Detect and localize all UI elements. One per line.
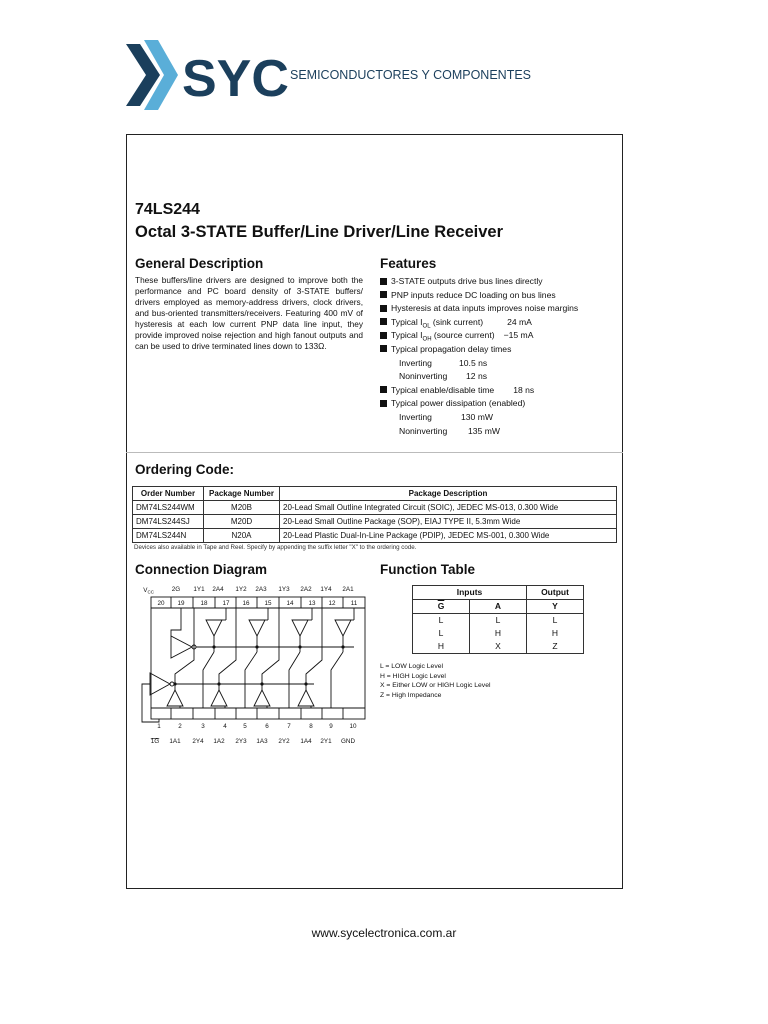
column-header: Package Number bbox=[204, 487, 280, 501]
general-description-text: These buffers/line drivers are designed to improve both the performance and PC board density of 3-STATE buffers/ drivers employed as memory-address drivers, clock drivers, and bus-oriented transmitters/receivers. Featuring 400 mV of hysteresis at each low current PNP data line input, they provide improved noise rejection and high fanout outputs and can be used to drive terminated lines down to 133Ω. bbox=[135, 275, 363, 351]
table-row: DM74LS244SJ M20D 20-Lead Small Outline Package (SOP), EIAJ TYPE II, 5.3mm Wide bbox=[133, 515, 617, 529]
pin-number: 18 bbox=[200, 600, 208, 607]
top-label: 1Y2 bbox=[235, 586, 247, 593]
bottom-label: 1G bbox=[150, 738, 160, 745]
buffer-group-1 bbox=[167, 690, 314, 706]
pin-number: 11 bbox=[350, 600, 358, 607]
logo-brand: SYC bbox=[182, 50, 289, 108]
feature-subitem: Inverting 10.5 ns bbox=[399, 357, 488, 368]
pin-number: 6 bbox=[265, 723, 269, 730]
feature-subitem: Noninverting 135 mW bbox=[399, 425, 500, 436]
pin-number: 19 bbox=[177, 600, 185, 607]
junction-dots bbox=[173, 645, 344, 685]
table-row: DM74LS244N N20A 20-Lead Plastic Dual-In-Line Package (PDIP), JEDEC MS-001, 0.300 Wide bbox=[133, 529, 617, 543]
pin-number: 10 bbox=[349, 723, 357, 730]
ic-package-outline bbox=[151, 597, 365, 719]
enable-buffer-1g bbox=[150, 673, 170, 695]
pin-number: 8 bbox=[309, 723, 313, 730]
feature-subitem: Inverting 130 mW bbox=[399, 411, 493, 422]
feature-item: Typical power dissipation (enabled) bbox=[380, 397, 578, 411]
feature-item: Typical $I_{OH}$ (source current) −15 mA bbox=[380, 329, 578, 343]
bullet-icon bbox=[380, 305, 387, 312]
pin-number: 4 bbox=[223, 723, 227, 730]
connection-diagram-heading: Connection Diagram bbox=[135, 562, 268, 577]
bullet-icon bbox=[380, 318, 387, 325]
feature-item: Typical enable/disable time 18 ns bbox=[380, 384, 578, 398]
pin-number: 20 bbox=[157, 600, 165, 607]
pin-number: 17 bbox=[222, 600, 230, 607]
pin-number: 7 bbox=[287, 723, 291, 730]
output-header: Output bbox=[527, 586, 584, 600]
pin-number: 5 bbox=[243, 723, 247, 730]
top-label: 2A2 bbox=[300, 586, 312, 593]
table-row: DM74LS244WM M20B 20-Lead Small Outline Integrated Circuit (SOIC), JEDEC MS-013, 0.300 Wide bbox=[133, 501, 617, 515]
pin-number: 15 bbox=[264, 600, 272, 607]
column-header: Order Number bbox=[133, 487, 204, 501]
pin-dividers-bottom bbox=[171, 708, 343, 719]
top-label: 2A4 bbox=[212, 586, 224, 593]
legend-item: L = LOW Logic Level bbox=[380, 663, 444, 670]
column-header-g: $\overline{G}$ bbox=[413, 600, 470, 614]
ordering-code-table bbox=[132, 486, 617, 543]
part-number: 74LS244 bbox=[135, 201, 200, 218]
connection-diagram bbox=[130, 582, 370, 747]
pin-number: 9 bbox=[329, 723, 333, 730]
table-row: L H H bbox=[413, 627, 584, 640]
bottom-label: 1A1 bbox=[169, 738, 181, 745]
footer-url[interactable]: www.sycelectronica.com.ar bbox=[311, 926, 457, 940]
feature-item: Typical propagation delay times bbox=[380, 343, 578, 357]
inputs-header: Inputs bbox=[413, 586, 527, 600]
column-header-y: Y bbox=[527, 600, 584, 614]
features-list bbox=[380, 275, 578, 438]
top-label: 1Y4 bbox=[320, 586, 332, 593]
feature-item: 3-STATE outputs drive bus lines directly bbox=[380, 275, 578, 289]
column-header-a: A bbox=[470, 600, 527, 614]
pin-number: 2 bbox=[178, 723, 182, 730]
bullet-icon bbox=[380, 345, 387, 352]
bottom-label: 2Y1 bbox=[320, 738, 332, 745]
table-row: L L L bbox=[413, 614, 584, 628]
top-label: 2G bbox=[171, 586, 181, 593]
pin-number: 16 bbox=[242, 600, 250, 607]
bullet-icon bbox=[380, 332, 387, 339]
feature-subitem: Noninverting 12 ns bbox=[399, 371, 488, 382]
bottom-label: 1A4 bbox=[300, 738, 312, 745]
ordering-code-note: Devices also available in Tape and Reel. Specify by appending the suffix letter "X" to the ordering code. bbox=[134, 544, 417, 551]
syc-logo bbox=[126, 38, 532, 112]
bullet-icon bbox=[380, 278, 387, 285]
top-label: 1Y1 bbox=[193, 586, 205, 593]
ordering-code-heading: Ordering Code: bbox=[135, 462, 235, 477]
page-title: Octal 3-STATE Buffer/Line Driver/Line Receiver bbox=[135, 223, 503, 241]
legend-item: X = Either LOW or HIGH Logic Level bbox=[380, 682, 491, 690]
function-table-heading: Function Table bbox=[380, 562, 475, 577]
top-label-vcc: $V_{CC}$ bbox=[143, 587, 154, 595]
bottom-label: 2Y3 bbox=[235, 738, 247, 745]
legend-item: H = HIGH Logic Level bbox=[380, 672, 446, 680]
legend-item: Z = High Impedance bbox=[380, 691, 442, 699]
table-row: H X Z bbox=[413, 640, 584, 654]
buffer-group-2-wires bbox=[203, 608, 354, 708]
pin-number: 13 bbox=[308, 600, 316, 607]
feature-item: Typical $I_{OL}$ (sink current) 24 mA bbox=[380, 316, 578, 330]
feature-item: Hysteresis at data inputs improves noise margins bbox=[380, 302, 578, 316]
bottom-label: 2Y4 bbox=[192, 738, 204, 745]
pin-dividers-top bbox=[171, 597, 343, 608]
pin-number: 14 bbox=[286, 600, 294, 607]
bottom-label: GND bbox=[341, 738, 355, 745]
feature-item: PNP inputs reduce DC loading on bus lines bbox=[380, 289, 578, 303]
bottom-label: 1A2 bbox=[213, 738, 225, 745]
column-header: Package Description bbox=[280, 487, 617, 501]
function-table bbox=[412, 585, 584, 654]
section-divider bbox=[126, 452, 623, 453]
bottom-label: 2Y2 bbox=[278, 738, 290, 745]
bullet-icon bbox=[380, 400, 387, 407]
buffer-group-2 bbox=[206, 620, 351, 636]
enable-buffer-2g bbox=[171, 636, 192, 658]
top-label: 1Y3 bbox=[278, 586, 290, 593]
buffer-group-1-wires bbox=[175, 608, 322, 708]
function-table-legend bbox=[380, 662, 491, 700]
bullet-icon bbox=[380, 386, 387, 393]
logo-tagline: SEMICONDUCTORES Y COMPONENTES bbox=[290, 68, 532, 82]
general-description-heading: General Description bbox=[135, 256, 264, 271]
top-label: 2A1 bbox=[342, 586, 354, 593]
top-label: 2A3 bbox=[255, 586, 267, 593]
pin-number: 12 bbox=[328, 600, 336, 607]
pin-number: 1 bbox=[157, 723, 161, 730]
bullet-icon bbox=[380, 291, 387, 298]
bottom-label: 1A3 bbox=[256, 738, 268, 745]
features-heading: Features bbox=[380, 256, 437, 271]
pin-number: 3 bbox=[201, 723, 205, 730]
